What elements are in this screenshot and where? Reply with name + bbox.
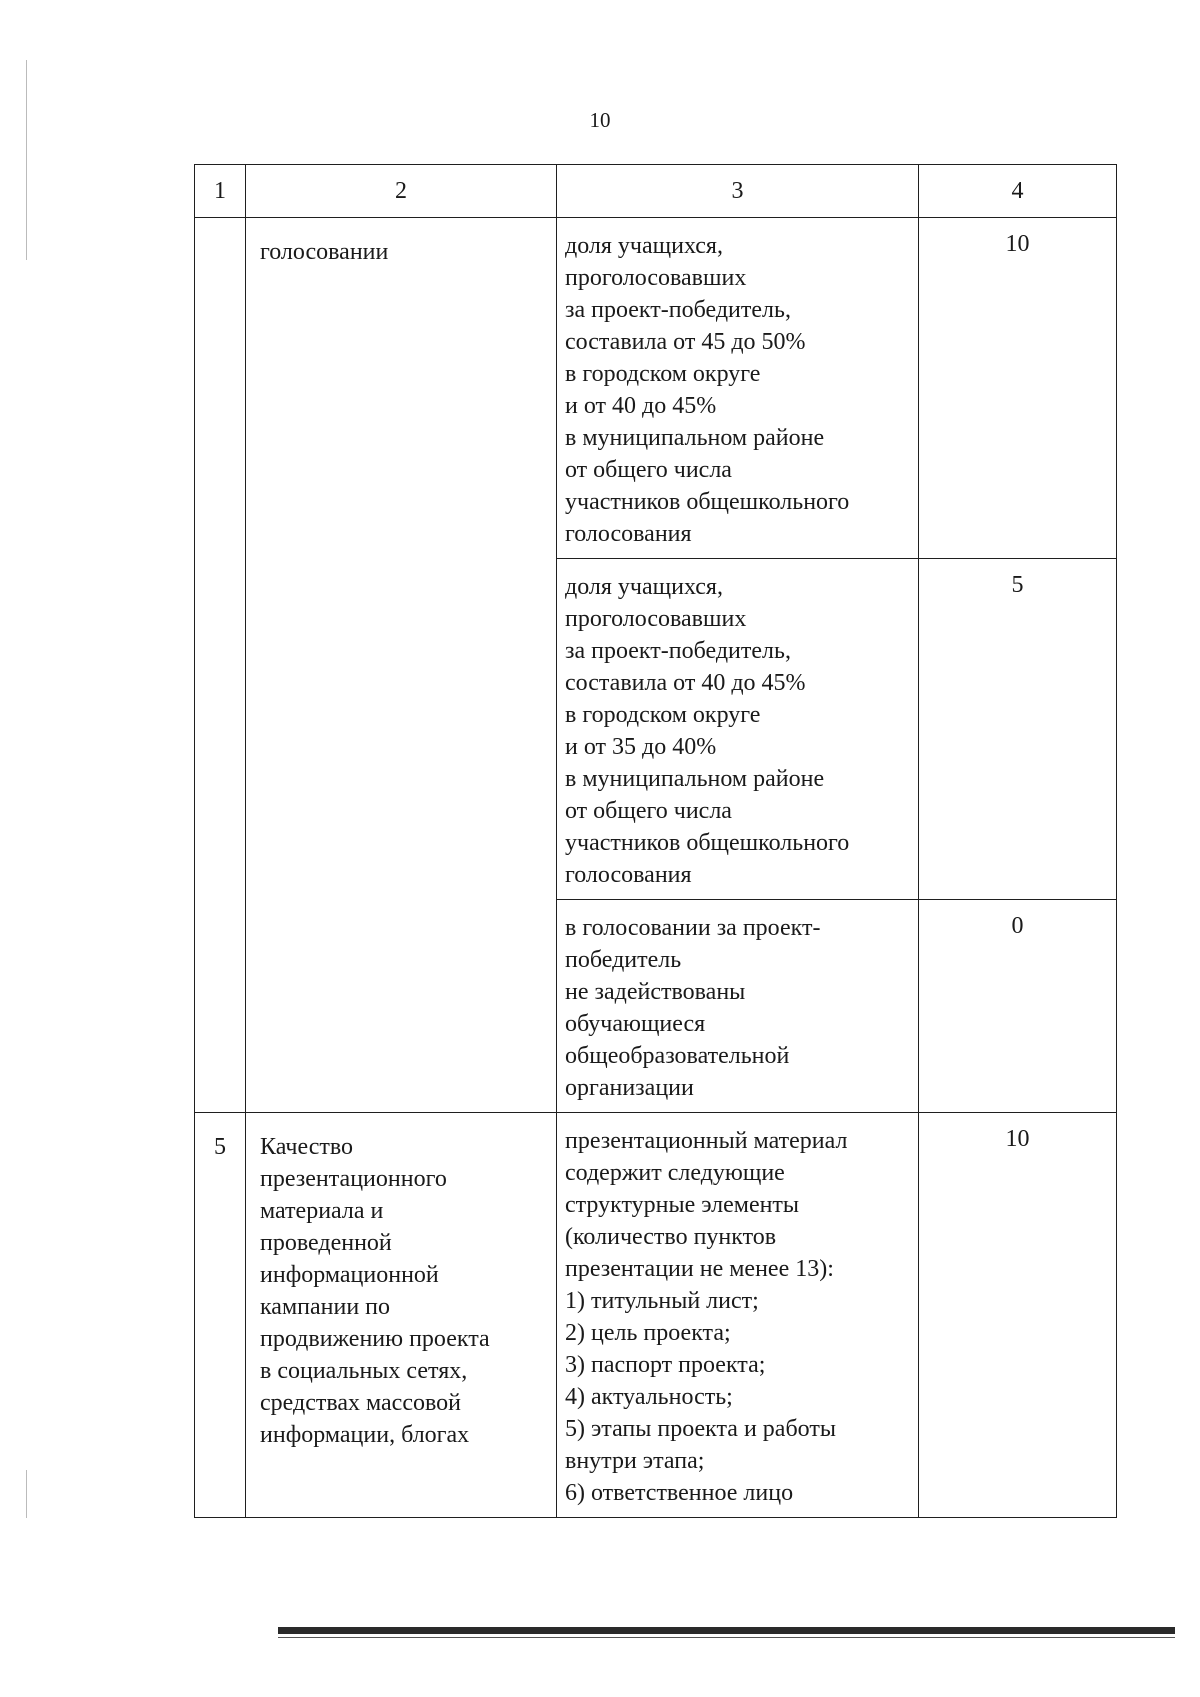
header-cell: 3: [557, 165, 919, 218]
criterion-cell: [246, 1113, 557, 1518]
row-number: [195, 218, 246, 1113]
score-cell: 10: [919, 1113, 1117, 1518]
description-cell: [557, 559, 919, 900]
criterion-line: информации, блогах: [260, 1422, 470, 1448]
description-line: от общего числа: [565, 798, 732, 824]
description-line: 6) ответственное лицо: [565, 1480, 794, 1506]
description-line: организации: [565, 1075, 694, 1101]
criterion-line: в социальных сетях,: [260, 1358, 468, 1384]
description-line: составила от 40 до 45%: [565, 670, 806, 696]
description-cell: [557, 1113, 919, 1518]
score-cell: 5: [919, 559, 1117, 900]
description-line: за проект-победитель,: [565, 638, 791, 664]
page-number: 10: [589, 108, 611, 132]
description-line: внутри этапа;: [565, 1448, 705, 1474]
table-row: [195, 1113, 1117, 1518]
header-cell: 2: [246, 165, 557, 218]
header-cell: 4: [919, 165, 1117, 218]
description-cell: [557, 218, 919, 559]
description-line: участников общешкольного: [565, 489, 850, 515]
description-line: обучающиеся: [565, 1011, 706, 1037]
description-line: доля учащихся,: [565, 574, 723, 600]
description-line: от общего числа: [565, 457, 732, 483]
scan-margin-line: [26, 60, 27, 260]
scan-edge-line: [278, 1637, 1175, 1638]
description-line: презентации не менее 13):: [565, 1256, 834, 1282]
scan-edge-bar: [278, 1627, 1175, 1634]
description-line: общеобразовательной: [565, 1043, 790, 1069]
description-line: в муниципальном районе: [565, 425, 825, 451]
criteria-table: [194, 164, 1117, 1518]
description-line: доля учащихся,: [565, 233, 723, 259]
description-cell: [557, 900, 919, 1113]
description-line: содержит следующие: [565, 1160, 785, 1186]
criterion-cell: [246, 218, 557, 1113]
description-line: голосования: [565, 521, 692, 547]
score-cell: 10: [919, 218, 1117, 559]
description-line: не задействованы: [565, 979, 746, 1005]
criterion-line: продвижению проекта: [260, 1326, 490, 1352]
description-line: 2) цель проекта;: [565, 1320, 731, 1346]
criterion-line: материала и: [260, 1198, 384, 1224]
row-number: 5: [195, 1113, 246, 1518]
criterion-line: презентационного: [260, 1166, 447, 1192]
criterion-line: кампании по: [260, 1294, 391, 1320]
description-line: в муниципальном районе: [565, 766, 825, 792]
criterion-line: проведенной: [260, 1230, 392, 1256]
description-line: (количество пунктов: [565, 1224, 777, 1250]
description-line: в городском округе: [565, 361, 761, 387]
header-cell: 1: [195, 165, 246, 218]
table-row: [195, 218, 1117, 559]
criterion-line: информационной: [260, 1262, 439, 1288]
description-line: победитель: [565, 947, 682, 973]
score-cell: 0: [919, 900, 1117, 1113]
description-line: участников общешкольного: [565, 830, 850, 856]
description-line: 3) паспорт проекта;: [565, 1352, 766, 1378]
description-line: структурные элементы: [565, 1192, 800, 1218]
criterion-line: Качество: [260, 1134, 354, 1160]
description-line: составила от 45 до 50%: [565, 329, 806, 355]
description-line: голосования: [565, 862, 692, 888]
description-line: и от 35 до 40%: [565, 734, 717, 760]
scan-margin-line: [26, 1470, 27, 1518]
description-line: презентационный материал: [565, 1128, 848, 1154]
description-line: и от 40 до 45%: [565, 393, 717, 419]
table-header-row: [195, 165, 1117, 218]
description-line: проголосовавших: [565, 265, 747, 291]
description-line: 5) этапы проекта и работы: [565, 1416, 836, 1442]
description-line: 4) актуальность;: [565, 1384, 733, 1410]
description-line: за проект-победитель,: [565, 297, 791, 323]
description-line: проголосовавших: [565, 606, 747, 632]
description-line: 1) титульный лист;: [565, 1288, 759, 1314]
description-line: в городском округе: [565, 702, 761, 728]
criterion-line: средствах массовой: [260, 1390, 461, 1416]
description-line: в голосовании за проект-: [565, 915, 821, 941]
criterion-line: голосовании: [260, 239, 389, 265]
